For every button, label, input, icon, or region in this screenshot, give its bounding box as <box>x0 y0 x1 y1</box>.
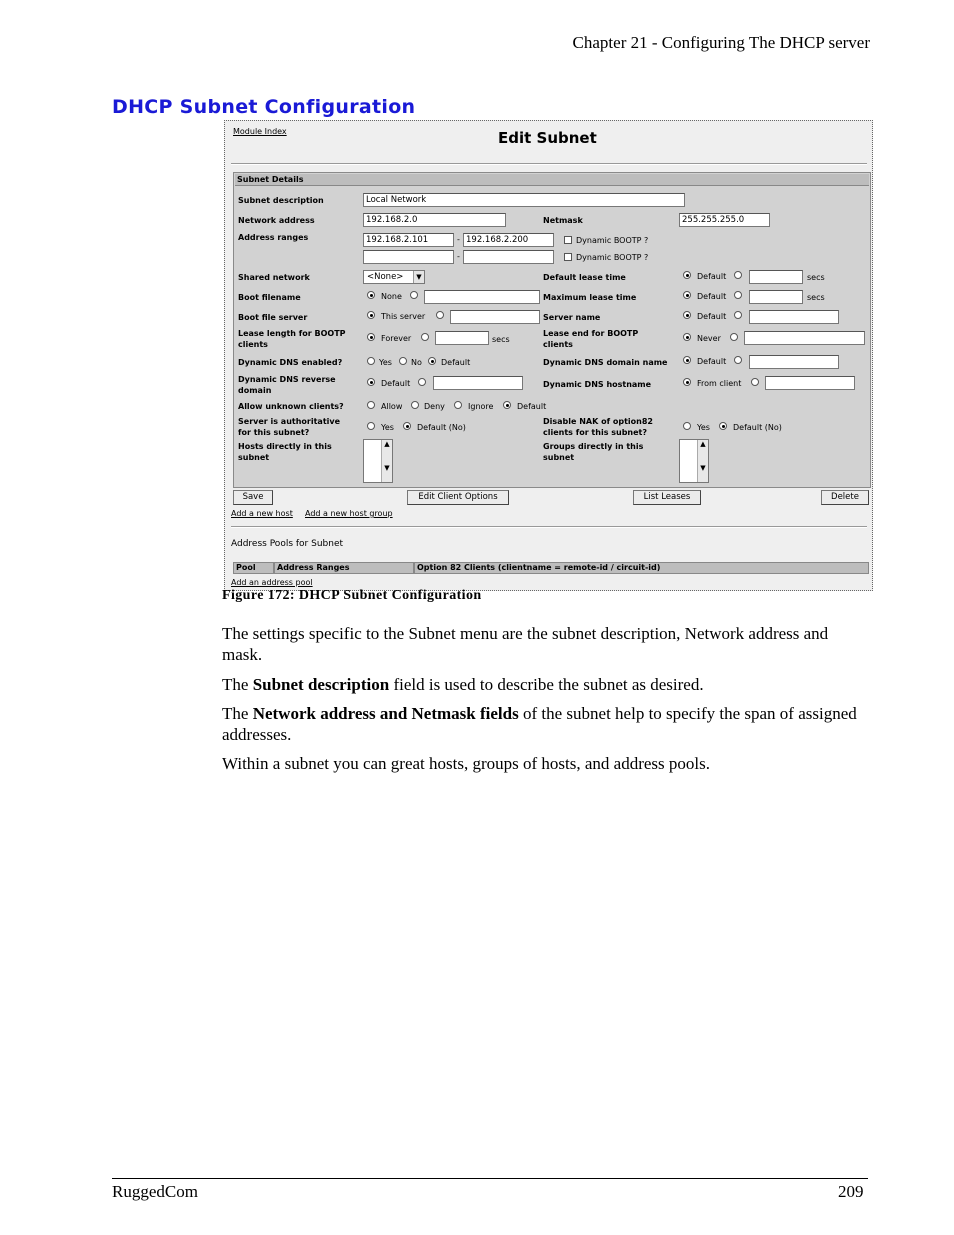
label-dyn-dns-reverse: Dynamic DNS reverse <box>238 375 336 384</box>
dyn-dns-yes-label: Yes <box>379 358 392 367</box>
chapter-header: Chapter 21 - Configuring The DHCP server <box>572 33 870 52</box>
footer-company: RuggedCom <box>112 1182 198 1201</box>
network-address-input[interactable]: 192.168.2.0 <box>363 213 506 227</box>
dns-hostname-custom-radio[interactable] <box>751 378 759 386</box>
label-boot-filename: Boot filename <box>238 293 301 302</box>
divider <box>231 163 867 165</box>
label-address-ranges: Address ranges <box>238 233 309 242</box>
label-dyn-dns-hostname: Dynamic DNS hostname <box>543 380 652 389</box>
label-shared-network: Shared network <box>238 273 310 282</box>
max-lease-secs: secs <box>807 293 825 302</box>
server-name-default-label: Default <box>697 312 727 321</box>
label-lease-end-bootp: Lease end for BOOTP <box>543 329 639 338</box>
server-name-input[interactable] <box>749 310 839 324</box>
label-server-name: Server name <box>543 313 601 322</box>
label-hosts-in-subnet-2: subnet <box>238 453 270 462</box>
label-hosts-in-subnet: Hosts directly in this <box>238 442 332 451</box>
label-authoritative-2: for this subnet? <box>238 428 310 437</box>
range-start-input[interactable]: 192.168.2.101 <box>363 233 454 247</box>
max-lease-default-radio[interactable] <box>683 291 691 299</box>
label-authoritative: Server is authoritative <box>238 417 341 426</box>
label-disable-nak: Disable NAK of option82 <box>543 417 653 426</box>
disable-nak-default-radio[interactable] <box>719 422 727 430</box>
dynamic-bootp-checkbox-1[interactable] <box>564 236 572 244</box>
label-dyn-dns-reverse-2: domain <box>238 386 272 395</box>
label-network-address: Network address <box>238 216 315 225</box>
paragraph-3-pre: The <box>222 704 253 723</box>
disable-nak-default-label: Default (No) <box>733 423 782 432</box>
lease-length-forever-label: Forever <box>381 334 412 343</box>
dyn-dns-default-radio[interactable] <box>428 357 436 365</box>
dynamic-bootp-label-1: Dynamic BOOTP ? <box>576 236 649 245</box>
range-dash-2: - <box>457 252 460 261</box>
disable-nak-yes-radio[interactable] <box>683 422 691 430</box>
reverse-domain-default-label: Default <box>381 379 411 388</box>
max-lease-custom-radio[interactable] <box>734 291 742 299</box>
boot-filename-none-label: None <box>381 292 402 301</box>
unknown-deny-label: Deny <box>424 402 445 411</box>
add-host-group-link[interactable]: Add a new host group <box>305 509 393 518</box>
paragraph-1: The settings specific to the Subnet menu are the subnet description, Network address and mask. <box>222 624 829 664</box>
hosts-list-scrollbar[interactable]: ▲ ▼ <box>381 440 392 482</box>
label-disable-nak-2: clients for this subnet? <box>543 428 648 437</box>
unknown-default-radio[interactable] <box>503 401 511 409</box>
boot-filename-custom-radio[interactable] <box>410 291 418 299</box>
dns-domain-default-radio[interactable] <box>683 356 691 364</box>
lease-length-custom-radio[interactable] <box>421 333 429 341</box>
boot-server-input[interactable] <box>450 310 540 324</box>
paragraph-3-bold: Network address and Netmask fields <box>252 704 519 723</box>
server-name-custom-radio[interactable] <box>734 311 742 319</box>
chevron-down-icon: ▼ <box>413 271 424 283</box>
divider-2 <box>231 526 867 528</box>
paragraph-2-post: field is used to describe the subnet as desired. <box>389 675 704 694</box>
add-address-pool-link[interactable]: Add an address pool <box>231 578 313 587</box>
label-default-lease-time: Default lease time <box>543 273 626 282</box>
range-dash: - <box>457 235 460 244</box>
edit-subnet-title: Edit Subnet <box>498 129 597 147</box>
lease-end-never-label: Never <box>697 334 721 343</box>
lease-length-secs: secs <box>492 335 510 344</box>
edit-client-options-button[interactable]: Edit Client Options <box>407 490 509 505</box>
netmask-input[interactable]: 255.255.255.0 <box>679 213 770 227</box>
dns-hostname-from-client-radio[interactable] <box>683 378 691 386</box>
section-title: DHCP Subnet Configuration <box>112 96 416 118</box>
unknown-ignore-radio[interactable] <box>454 401 462 409</box>
boot-server-this-radio[interactable] <box>367 311 375 319</box>
reverse-domain-custom-radio[interactable] <box>418 378 426 386</box>
default-lease-secs: secs <box>807 273 825 282</box>
unknown-ignore-label: Ignore <box>468 402 494 411</box>
unknown-deny-radio[interactable] <box>411 401 419 409</box>
unknown-allow-label: Allow <box>381 402 403 411</box>
unknown-default-label: Default <box>517 402 547 411</box>
groups-list[interactable] <box>679 439 709 483</box>
label-dyn-dns-domain-name: Dynamic DNS domain name <box>543 358 668 367</box>
authoritative-yes-label: Yes <box>381 423 394 432</box>
label-dyn-dns-enabled: Dynamic DNS enabled? <box>238 358 343 367</box>
paragraph-3 <box>222 703 872 745</box>
max-lease-input[interactable] <box>749 290 803 304</box>
range-start-input-2[interactable] <box>363 250 454 264</box>
boot-filename-none-radio[interactable] <box>367 291 375 299</box>
delete-button[interactable]: Delete <box>821 490 869 505</box>
pool-column-header: Pool <box>233 562 274 574</box>
authoritative-default-label: Default (No) <box>417 423 466 432</box>
label-groups-in-subnet: Groups directly in this <box>543 442 644 451</box>
dyn-dns-default-label: Default <box>441 358 471 367</box>
default-lease-default-radio[interactable] <box>683 271 691 279</box>
shared-network-select[interactable] <box>363 270 425 284</box>
label-boot-file-server: Boot file server <box>238 313 308 322</box>
dns-hostname-input[interactable] <box>765 376 855 390</box>
dns-hostname-from-client-label: From client <box>697 379 742 388</box>
add-host-link[interactable]: Add a new host <box>231 509 293 518</box>
lease-length-input[interactable] <box>435 331 489 345</box>
page-number: 209 <box>838 1182 864 1201</box>
groups-list-scrollbar[interactable]: ▲ ▼ <box>697 440 708 482</box>
dyn-dns-yes-radio[interactable] <box>367 357 375 365</box>
boot-server-this-label: This server <box>381 312 426 321</box>
lease-length-forever-radio[interactable] <box>367 333 375 341</box>
label-lease-length-bootp: Lease length for BOOTP <box>238 329 346 338</box>
list-leases-button[interactable]: List Leases <box>633 490 701 505</box>
dynamic-bootp-label-2: Dynamic BOOTP ? <box>576 253 649 262</box>
paragraph-3-post: of the subnet help to specify the span of assigned addresses. <box>222 704 857 744</box>
default-lease-default-label: Default <box>697 272 727 281</box>
label-groups-in-subnet-2: subnet <box>543 453 575 462</box>
hosts-list[interactable] <box>363 439 393 483</box>
dns-domain-input[interactable] <box>749 355 839 369</box>
paragraph-2 <box>222 674 872 695</box>
range-end-input[interactable]: 192.168.2.200 <box>463 233 554 247</box>
dyn-dns-no-radio[interactable] <box>399 357 407 365</box>
disable-nak-yes-label: Yes <box>697 423 710 432</box>
label-lease-end-bootp-2: clients <box>543 340 573 349</box>
range-end-input-2[interactable] <box>463 250 554 264</box>
paragraph-2-pre: The <box>222 675 253 694</box>
server-name-default-radio[interactable] <box>683 311 691 319</box>
subnet-description-input[interactable]: Local Network <box>363 193 685 207</box>
paragraph-2-bold: Subnet description <box>252 675 390 694</box>
dynamic-bootp-checkbox-2[interactable] <box>564 253 572 261</box>
shared-network-value: <None> <box>367 272 404 282</box>
reverse-domain-default-radio[interactable] <box>367 378 375 386</box>
reverse-domain-input[interactable] <box>433 376 523 390</box>
panel-header: Subnet Details <box>235 174 869 186</box>
authoritative-yes-radio[interactable] <box>367 422 375 430</box>
address-ranges-column-header: Address Ranges <box>274 562 414 574</box>
subnet-details-panel <box>233 172 871 488</box>
lease-end-never-radio[interactable] <box>683 333 691 341</box>
option82-column-header: Option 82 Clients (clientname = remote-id / circuit-id) <box>414 562 869 574</box>
screenshot-figure <box>224 120 873 591</box>
label-subnet-description: Subnet description <box>238 196 324 205</box>
module-index-link[interactable]: Module Index <box>233 127 287 136</box>
authoritative-default-radio[interactable] <box>403 422 411 430</box>
dyn-dns-no-label: No <box>411 358 422 367</box>
boot-filename-input[interactable] <box>424 290 540 304</box>
boot-server-custom-radio[interactable] <box>436 311 444 319</box>
label-lease-length-bootp-2: clients <box>238 340 268 349</box>
address-pools-title: Address Pools for Subnet <box>231 539 344 549</box>
label-maximum-lease-time: Maximum lease time <box>543 293 637 302</box>
paragraph-4: Within a subnet you can great hosts, groups of hosts, and address pools. <box>222 754 710 773</box>
max-lease-default-label: Default <box>697 292 727 301</box>
figure-caption: Figure 172: DHCP Subnet Configuration <box>222 588 482 603</box>
default-lease-custom-radio[interactable] <box>734 271 742 279</box>
dns-domain-custom-radio[interactable] <box>734 356 742 364</box>
unknown-allow-radio[interactable] <box>367 401 375 409</box>
footer-rule <box>112 1178 868 1179</box>
label-netmask: Netmask <box>543 216 583 225</box>
save-button[interactable]: Save <box>233 490 273 505</box>
lease-end-custom-radio[interactable] <box>730 333 738 341</box>
dns-domain-default-label: Default <box>697 357 727 366</box>
label-allow-unknown: Allow unknown clients? <box>238 402 344 411</box>
default-lease-input[interactable] <box>749 270 803 284</box>
lease-end-input[interactable] <box>744 331 865 345</box>
